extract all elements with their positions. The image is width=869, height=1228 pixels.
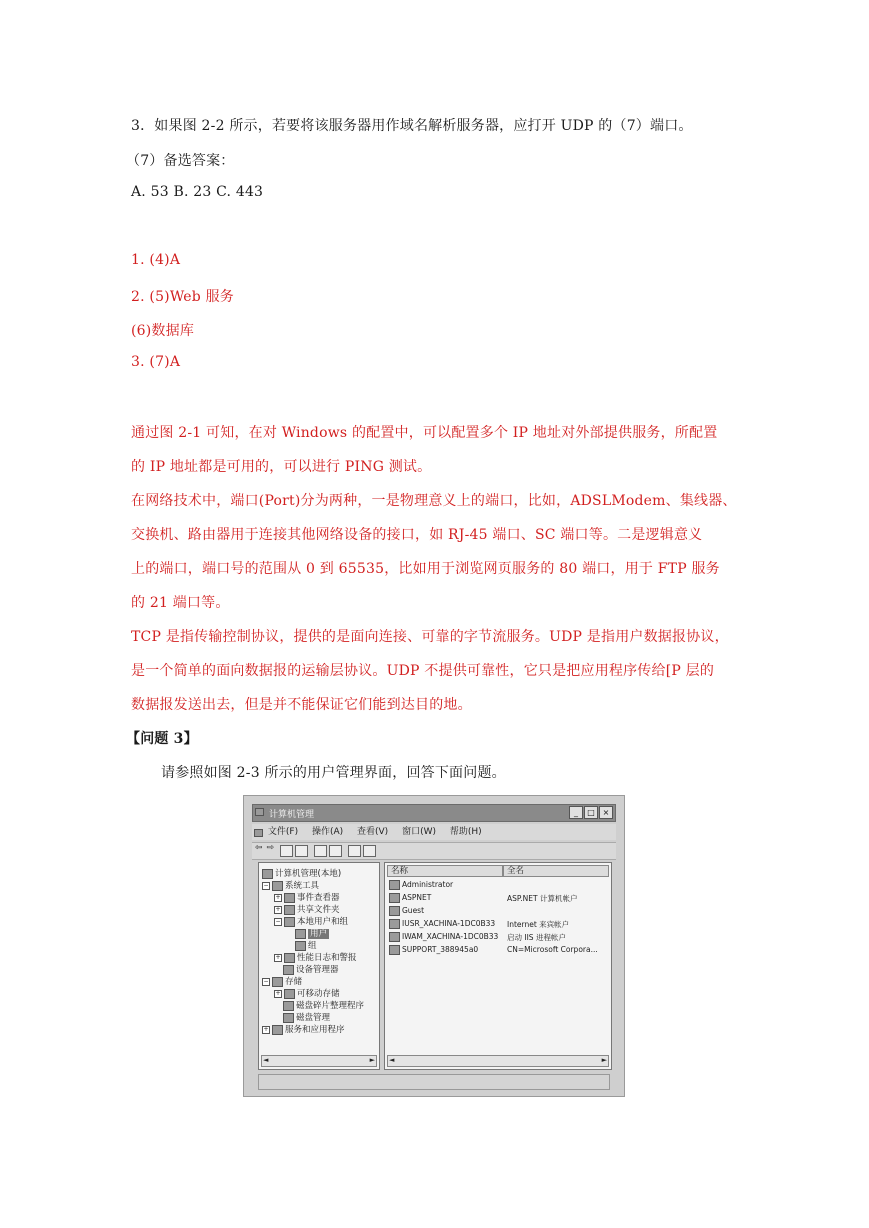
explanation-line: 交换机、路由器用于连接其他网络设备的接口，如 RJ-45 端口、SC 端口等。二是逻辑意义 xyxy=(131,527,703,543)
explanation-line: 的 IP 地址都是可用的，可以进行 PING 测试。 xyxy=(131,459,432,475)
tree-item-device-manager[interactable]: 设备管理器 xyxy=(283,963,339,975)
user-icon xyxy=(389,893,400,903)
tree-item-defrag[interactable]: 磁盘碎片整理程序 xyxy=(283,999,364,1011)
computer-icon xyxy=(262,869,273,879)
user-list-pane[interactable] xyxy=(384,862,612,1070)
explanation-line: 通过图 2-1 可知，在对 Windows 的配置中，可以配置多个 IP 地址对外部提供服务，所配置 xyxy=(131,425,718,441)
app-icon xyxy=(255,808,264,816)
column-header-name[interactable]: 名称 xyxy=(387,865,503,877)
question-3-text: 请参照如图 2-3 所示的用户管理界面，回答下面问题。 xyxy=(161,765,506,781)
minimize-icon[interactable]: _ xyxy=(569,806,583,819)
folder-icon xyxy=(295,941,306,951)
collapse-icon[interactable]: − xyxy=(263,881,269,889)
tree-item-shared-folders[interactable]: + 共享文件夹 xyxy=(275,905,340,915)
explanation-line: 数据报发送出去，但是并不能保证它们能到达目的地。 xyxy=(131,697,472,713)
view-icon[interactable] xyxy=(363,845,376,857)
user-icon xyxy=(389,932,400,942)
expand-icon[interactable]: + xyxy=(275,953,281,961)
maximize-icon[interactable]: □ xyxy=(584,806,598,819)
help-icon[interactable] xyxy=(348,845,361,857)
answer-3: 3. (7)A xyxy=(131,354,181,370)
tree-item-storage[interactable]: − 存储 xyxy=(263,977,303,987)
expand-icon[interactable]: + xyxy=(275,893,281,901)
disk-icon xyxy=(283,1013,294,1023)
scroll-right-icon[interactable]: ► xyxy=(369,1056,375,1064)
removable-storage-icon xyxy=(284,989,295,999)
tree-item-disk-management[interactable]: 磁盘管理 xyxy=(283,1011,330,1023)
list-item[interactable]: ASPNET ASP.NET 计算机帐户 xyxy=(389,893,431,903)
explanation-line: 的 21 端口等。 xyxy=(131,595,230,611)
tree-scrollbar[interactable] xyxy=(261,1055,377,1067)
menu-help[interactable]: 帮助(H) xyxy=(449,827,482,837)
column-header-fullname[interactable]: 全名 xyxy=(503,865,609,877)
list-scrollbar[interactable] xyxy=(387,1055,609,1067)
tree-item-root[interactable]: 计算机管理(本地) xyxy=(262,867,341,879)
up-icon[interactable] xyxy=(280,845,293,857)
answer-1: 1. (4)A xyxy=(131,252,181,268)
tools-icon xyxy=(272,881,283,891)
scroll-right-icon[interactable]: ► xyxy=(601,1056,607,1064)
window-titlebar xyxy=(252,804,616,822)
menu-bar xyxy=(252,824,616,840)
list-item[interactable]: IUSR_XACHINA-1DC0B33 Internet 来宾帐户 xyxy=(389,919,495,929)
scroll-left-icon[interactable]: ◄ xyxy=(263,1056,269,1064)
explanation-line: 在网络技术中，端口(Port)分为两种，一是物理意义上的端口，比如，ADSLModem、集线器、 xyxy=(131,493,737,509)
collapse-icon[interactable]: − xyxy=(275,917,281,925)
status-bar xyxy=(258,1074,610,1090)
menu-file[interactable]: 文件(F) xyxy=(267,827,299,837)
answer-2b: (6)数据库 xyxy=(131,323,195,339)
computer-management-figure xyxy=(243,795,625,1097)
defrag-icon xyxy=(283,1001,294,1011)
toolbar xyxy=(252,842,616,860)
tree-item-users[interactable]: 用户 xyxy=(295,927,329,939)
menu-window[interactable]: 窗口(W) xyxy=(402,827,436,837)
explanation-line: TCP 是指传输控制协议，提供的是面向连接、可靠的字节流服务。UDP 是指用户数据报协议， xyxy=(131,629,729,645)
storage-icon xyxy=(272,977,283,987)
close-icon[interactable]: × xyxy=(599,806,613,819)
list-item[interactable]: Guest xyxy=(389,906,424,916)
services-icon xyxy=(272,1025,283,1035)
export-icon[interactable] xyxy=(329,845,342,857)
expand-icon[interactable]: + xyxy=(275,905,281,913)
explanation-line: 是一个简单的面向数据报的运输层协议。UDP 不提供可靠性，它只是把应用程序传给[P 层的 xyxy=(131,663,715,679)
show-tree-icon[interactable] xyxy=(295,845,308,857)
users-group-icon xyxy=(284,917,295,927)
tree-item-local-users[interactable]: − 本地用户和组 xyxy=(275,917,349,927)
folder-icon xyxy=(295,929,306,939)
question-3-heading: 【问题 3】 xyxy=(126,731,198,747)
tree-item-groups[interactable]: 组 xyxy=(295,939,317,951)
list-item[interactable]: IWAM_XACHINA-1DC0B33 启动 IIS 进程帐户 xyxy=(389,932,498,942)
tree-pane[interactable] xyxy=(258,862,380,1070)
user-icon xyxy=(389,880,400,890)
list-item[interactable]: SUPPORT_388945a0 CN=Microsoft Corpora... xyxy=(389,945,478,955)
device-manager-icon xyxy=(283,965,294,975)
window-title: 计算机管理 xyxy=(269,810,315,820)
performance-icon xyxy=(284,953,295,963)
user-icon xyxy=(389,945,400,955)
explanation-line: 上的端口，端口号的范围从 0 到 65535，比如用于浏览网页服务的 80 端口，用于 FTP 服务 xyxy=(131,561,720,577)
user-icon xyxy=(389,919,400,929)
scroll-left-icon[interactable]: ◄ xyxy=(389,1056,395,1064)
tree-item-event-viewer[interactable]: + 事件查看器 xyxy=(275,893,340,903)
expand-icon[interactable]: + xyxy=(275,989,281,997)
menu-action[interactable]: 操作(A) xyxy=(311,827,344,837)
collapse-icon[interactable]: − xyxy=(263,977,269,985)
question-7-line: 3．如果图 2-2 所示，若要将该服务器用作域名解析服务器，应打开 UDP 的（7）端口。 xyxy=(131,118,693,134)
tree-item-performance-logs[interactable]: + 性能日志和警报 xyxy=(275,953,357,963)
tree-item-system-tools[interactable]: − 系统工具 xyxy=(263,881,320,891)
options-list: A. 53 B. 23 C. 443 xyxy=(131,184,264,200)
back-icon[interactable]: ⇦ xyxy=(255,843,263,853)
options-heading: （7）备选答案： xyxy=(126,153,235,169)
tree-item-removable-storage[interactable]: + 可移动存储 xyxy=(275,989,340,999)
user-icon xyxy=(389,906,400,916)
properties-icon[interactable] xyxy=(314,845,327,857)
answer-2: 2. (5)Web 服务 xyxy=(131,289,234,305)
expand-icon[interactable]: + xyxy=(263,1025,269,1033)
menu-view[interactable]: 查看(V) xyxy=(357,827,389,837)
folder-icon xyxy=(284,905,295,915)
event-viewer-icon xyxy=(284,893,295,903)
list-item[interactable]: Administrator xyxy=(389,880,453,890)
tree-item-services-apps[interactable]: + 服务和应用程序 xyxy=(263,1025,345,1035)
console-icon xyxy=(254,829,263,837)
forward-icon[interactable]: ⇨ xyxy=(266,843,275,853)
